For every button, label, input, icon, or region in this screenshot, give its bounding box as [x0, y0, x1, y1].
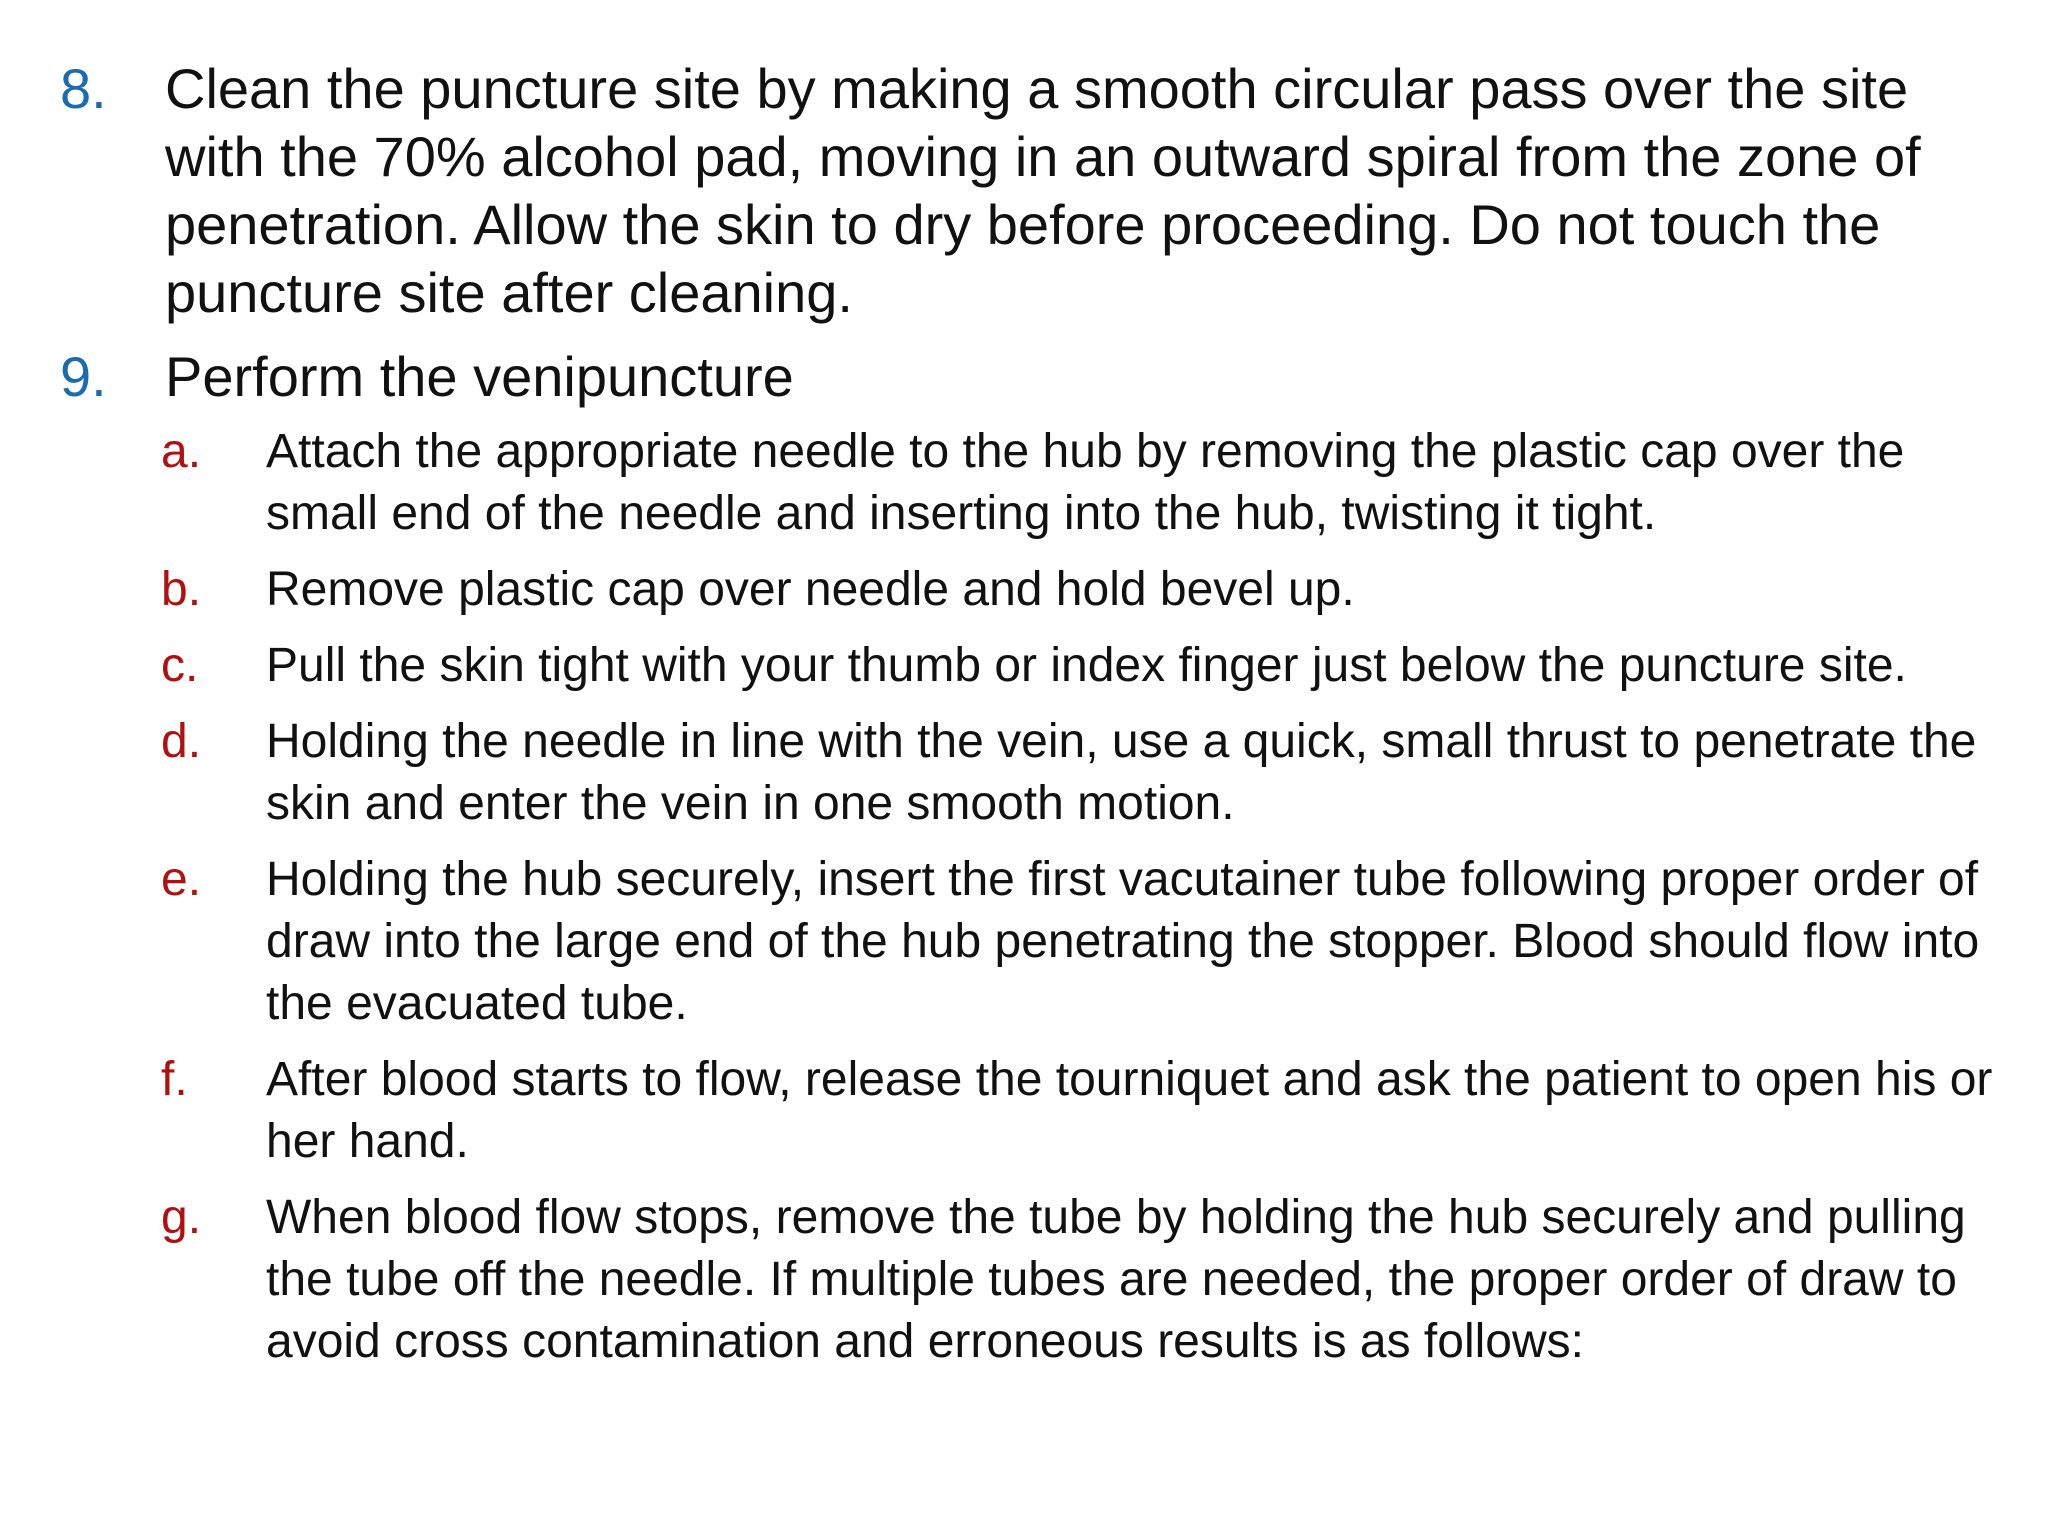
procedure-list: [60, 55, 2020, 1389]
step-text: Clean the puncture site by making a smooth circular pass over the site with the 70% alcohol pad, moving in an outward spiral from the zone of penetration. Allow the skin to dry before proceeding. Do not touch the puncture site after cleaning.: [165, 57, 1921, 324]
substep-text: After blood starts to flow, release the tourniquet and ask the patient to open his or her hand.: [266, 1053, 1993, 1168]
step-text: Perform the venipuncture: [165, 345, 794, 408]
procedure-step-9: [60, 343, 2020, 1373]
substep-d: [161, 711, 2020, 835]
substep-letter: d.: [161, 715, 202, 768]
step-number: 8.: [60, 57, 107, 120]
substep-e: [161, 849, 2020, 1035]
substep-g: [161, 1187, 2020, 1373]
substep-text: Remove plastic cap over needle and hold bevel up.: [266, 563, 1355, 616]
substep-letter: e.: [161, 853, 202, 906]
substep-f: [161, 1049, 2020, 1173]
substep-text: Attach the appropriate needle to the hub by removing the plastic cap over the small end of the needle and inserting into the hub, twisting it tight.: [266, 425, 1905, 540]
substep-a: [161, 421, 2020, 545]
substep-text: When blood flow stops, remove the tube by holding the hub securely and pulling the tube off the needle. If multiple tubes are needed, the proper order of draw to avoid cross contamination and erroneous results is as follows:: [266, 1191, 1966, 1368]
substep-text: Holding the hub securely, insert the first vacutainer tube following proper order of draw into the large end of the hub penetrating the stopper. Blood should flow into the evacuated tube.: [266, 853, 1980, 1030]
substep-letter: b.: [161, 563, 202, 616]
substep-c: [161, 635, 2020, 697]
substep-b: [161, 559, 2020, 621]
substep-letter: c.: [161, 639, 199, 692]
substep-letter: a.: [161, 425, 202, 478]
venipuncture-substeps: [161, 421, 2020, 1373]
substep-text: Pull the skin tight with your thumb or index finger just below the puncture site.: [266, 639, 1907, 692]
substep-letter: g.: [161, 1191, 202, 1244]
step-number: 9.: [60, 345, 107, 408]
procedure-step-8: [60, 55, 2020, 327]
substep-letter: f.: [161, 1053, 188, 1106]
substep-text: Holding the needle in line with the vein, use a quick, small thrust to penetrate the skin and enter the vein in one smooth motion.: [266, 715, 1977, 830]
